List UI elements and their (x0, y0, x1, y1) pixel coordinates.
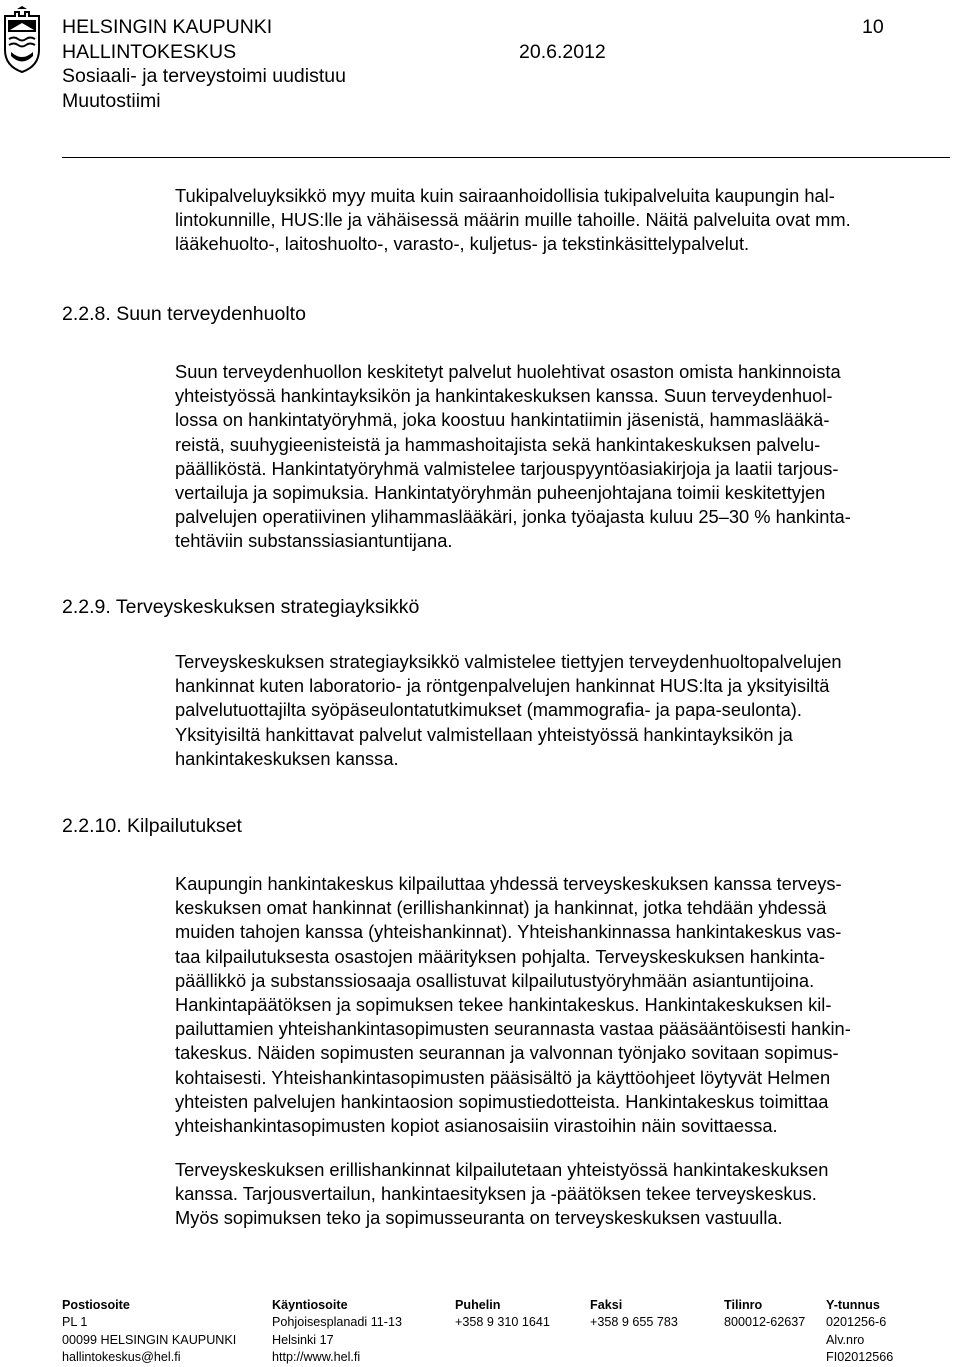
footer-fax: Faksi +358 9 655 783 (590, 1298, 678, 1330)
section-2-2-10-paragraph-1: Kaupungin hankintakeskus kilpailuttaa yhdessä terveyskeskuksen kanssa terveys- keskuksen omat hankinnat (erillishankinnat) ja hankinnat, jotka tehdään yhdessä muiden tahojen kanssa (yhteishankinnat). Yhteishankinnassa hankintakeskus vas- taa kilpailutuksesta osastojen määrityksen pohjalta. Terveyskeskuksen hankinta- päällikkö ja substanssiosaaja osallistuvat kilpailutustyöryhmään asiantuntijoina. Hankintapäätöksen ja sopimuksen tekee hankintakeskus. Hankintakeskuksen kil- pailuttamien yhteishankintasopimusten seurannasta vastaa pääsääntöisesti hankin- takeskus. Näiden sopimusten seurannan ja valvonnan työnjako sovitaan sopimus- kohtaisesti. Yhteishankintasopimusten pääsisältö ja käyttöohjeet löytyvät Helmen yhteisten palvelujen hankintaosion sopimustiedotteista. Hankintakeskus toimittaa yhteishankintasopimusten kopiot asianosaisiin virastoihin näin sovittaessa. (175, 873, 851, 1137)
footer-visiting-address: Käyntiosoite Pohjoisesplanadi 11-13 Helsinki 17 http://www.hel.fi (272, 1297, 402, 1367)
footer-phone: Puhelin +358 9 310 1641 (455, 1298, 550, 1330)
header-date: 20.6.2012 (519, 41, 606, 63)
section-heading-2-2-8: 2.2.8. Suun terveydenhuolto (62, 303, 306, 325)
section-2-2-9-paragraph: Terveyskeskuksen strategiayksikkö valmistelee tiettyjen terveydenhuoltopalvelujen hankinnat kuten laboratorio- ja röntgenpalvelujen hankinnat HUS:lta ja yksityisiltä palvelutuottajilta syöpäseulontatutkimukset (mammografia- ja papa-seulonta). Yksityisiltä hankittavat palvelut valmistellaan yhteistyössä hankintayksikön ja hankintakeskuksen kanssa. (175, 651, 842, 769)
section-heading-2-2-9: 2.2.9. Terveyskeskuksen strategiayksikkö (62, 596, 420, 618)
footer-website-link[interactable]: http://www.hel.fi (272, 1350, 361, 1365)
helsinki-crest-icon (2, 6, 42, 74)
header-org: HELSINGIN KAUPUNKI (62, 16, 273, 38)
footer-email-link[interactable]: hallintokeskus@hel.fi (62, 1350, 181, 1365)
footer-business-id: Y-tunnus 0201256-6 Alv.nro FI02012566 (826, 1298, 894, 1365)
section-2-2-10-paragraph-2: Terveyskeskuksen erillishankinnat kilpailutetaan yhteistyössä hankintakeskuksen kanssa. Tarjousvertailun, hankintaesityksen ja -päätöksen tekee terveyskeskus. Myös sopimuksen teko ja sopimusseuranta on terveyskeskuksen vastuulla. (175, 1159, 829, 1229)
section-2-2-8-paragraph: Suun terveydenhuollon keskitetyt palvelut huolehtivat osaston omista hankinnoista yhteistyössä hankintayksikön ja hankintakeskuksen kanssa. Suun terveydenhuol- lossa on hankintatyöryhmä, joka koostuu hankintatiimin jäsenistä, hammaslääkä- reistä, suuhygieenisteistä ja hammashoitajista sekä hankintakeskuksen palvelu- päälliköstä. Hankintatyöryhmä valmistelee tarjouspyyntöasiakirjoja ja laatii tarjous- vertailuja ja sopimuksia. Hankintatyöryhmän puheenjohtajana toimii keskitettyjen palvelujen operatiivinen ylihammaslääkäri, jonka työajasta kuluu 25–30 % hankinta- tehtäviin substanssiasiantuntijana. (175, 361, 851, 552)
footer-account: Tilinro 800012-62637 (724, 1298, 806, 1330)
footer-postal-address: Postiosoite PL 1 00099 HELSINGIN KAUPUNKI hallintokeskus@hel.fi (62, 1297, 236, 1367)
header-divider (62, 157, 950, 158)
page-number: 10 (862, 16, 884, 38)
header-project: Sosiaali- ja terveystoimi uudistuu (62, 65, 346, 87)
header-doc-type: Muutostiimi (62, 90, 161, 112)
section-heading-2-2-10: 2.2.10. Kilpailutukset (62, 815, 242, 837)
intro-paragraph: Tukipalveluyksikkö myy muita kuin sairaanhoidollisia tukipalveluita kaupungin hal- lintokunnille, HUS:lle ja vähäisessä määrin muille tahoille. Näitä palveluita ovat mm. lääkehuolto-, laitoshuolto-, varasto-, kuljetus- ja tekstinkäsittelypalvelut. (175, 185, 851, 255)
header-office: HALLINTOKESKUS (62, 41, 237, 63)
